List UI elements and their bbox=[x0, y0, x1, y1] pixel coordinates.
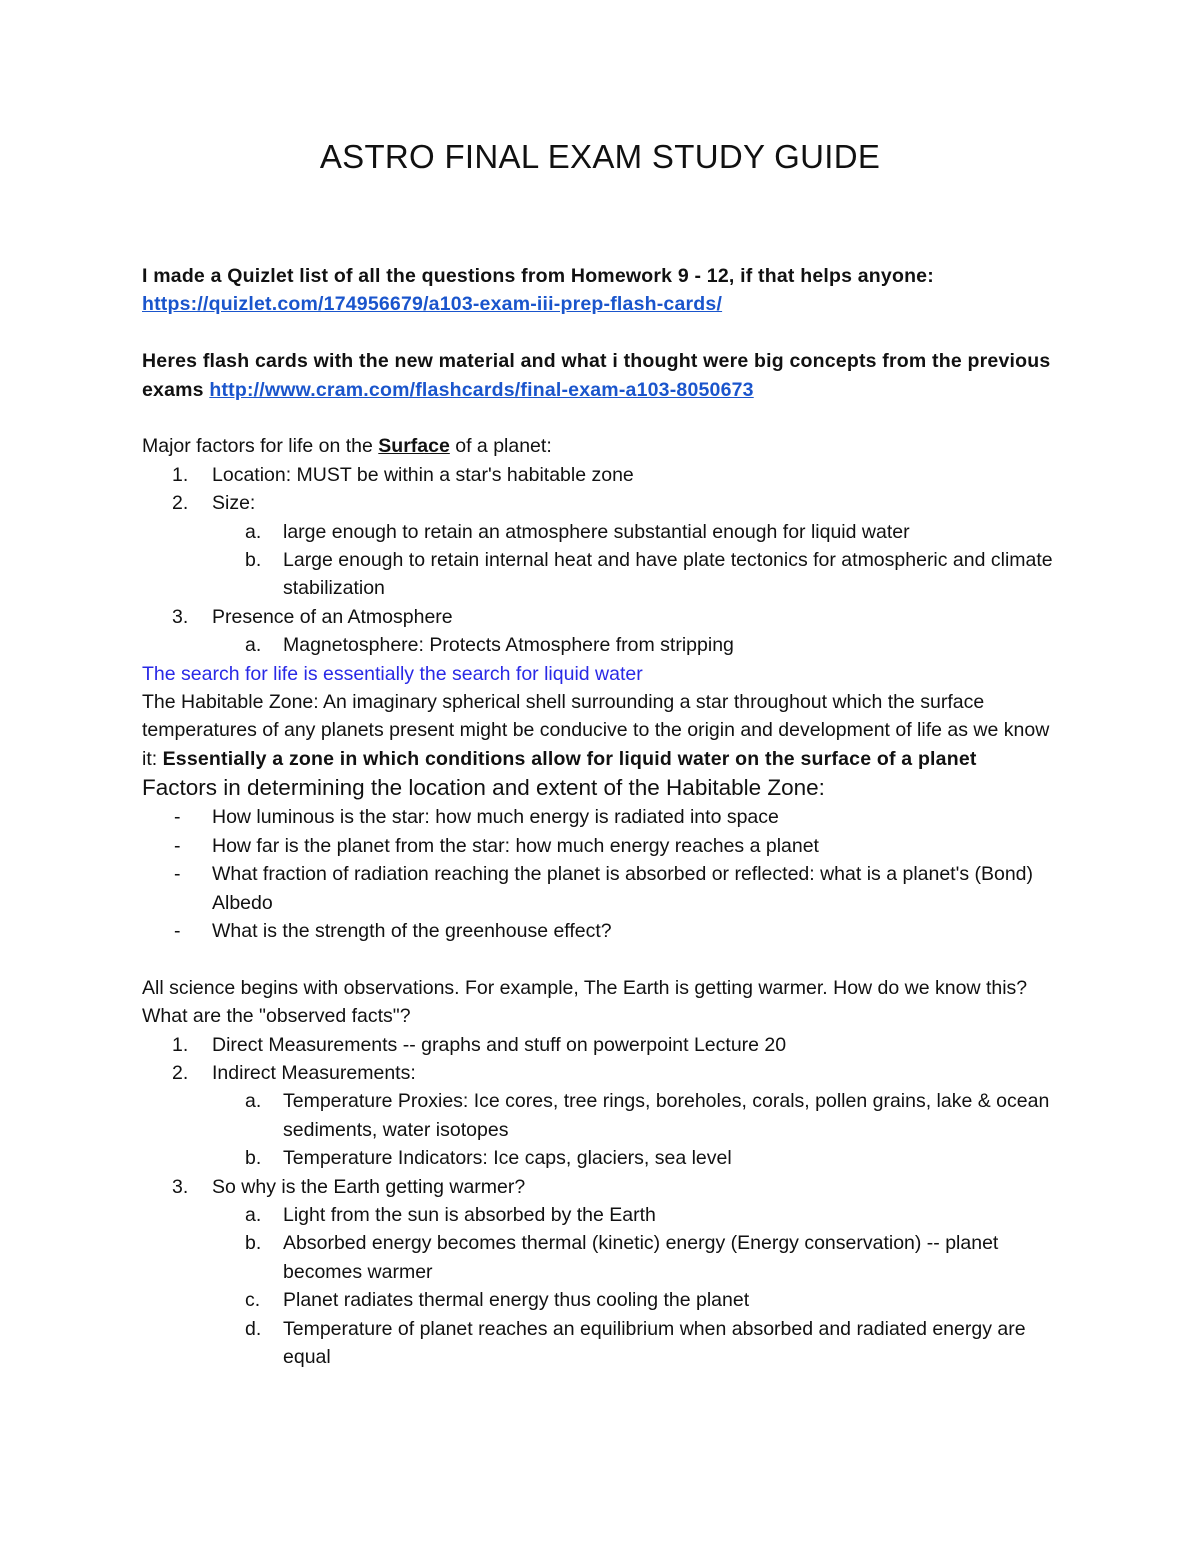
list-item bbox=[142, 832, 1062, 860]
list-item-text: Light from the sun is absorbed by the Earth bbox=[283, 1203, 656, 1226]
list-item-text: How far is the planet from the star: how much energy reaches a planet bbox=[212, 834, 819, 857]
list-item-text: Planet radiates thermal energy thus cooling the planet bbox=[283, 1289, 750, 1312]
list-marker: a. bbox=[245, 634, 262, 657]
habitable-zone-definition bbox=[142, 688, 1062, 773]
list-subitem bbox=[142, 1315, 1062, 1372]
list-item-text: Indirect Measurements: bbox=[212, 1061, 416, 1084]
list-item-text: How luminous is the star: how much energy is radiated into space bbox=[212, 806, 779, 829]
list-marker: d. bbox=[245, 1317, 262, 1340]
list-marker: a. bbox=[245, 520, 262, 543]
science-intro: All science begins with observations. For example, The Earth is getting warmer. How do we know this? What are the "observed facts"? bbox=[142, 976, 1028, 1028]
science-list bbox=[142, 1031, 1062, 1372]
list-subitem bbox=[142, 546, 1062, 603]
list-marker: a. bbox=[245, 1203, 262, 1226]
factors-heading: Factors in determining the location and extent of the Habitable Zone: bbox=[142, 775, 825, 801]
spacer bbox=[142, 319, 1062, 347]
list-subitem bbox=[142, 1229, 1062, 1286]
list-marker: b. bbox=[245, 1147, 262, 1170]
life-intro-before: Major factors for life on the bbox=[142, 435, 373, 458]
spacer bbox=[142, 945, 1062, 973]
list-item-text: So why is the Earth getting warmer? bbox=[212, 1175, 526, 1198]
list-item bbox=[142, 1031, 1062, 1059]
quizlet-link-line bbox=[142, 290, 1062, 318]
habitable-zone-emphasis: Essentially a zone in which conditions allow for liquid water on the surface of a planet bbox=[162, 747, 977, 770]
list-item bbox=[142, 917, 1062, 945]
spacer bbox=[142, 404, 1062, 432]
list-subitem bbox=[142, 631, 1062, 659]
list-item-text: Location: MUST be within a star's habitable zone bbox=[212, 463, 634, 486]
document-title: ASTRO FINAL EXAM STUDY GUIDE bbox=[319, 138, 881, 175]
list-item bbox=[142, 803, 1062, 831]
list-marker: 2. bbox=[172, 492, 189, 515]
list-marker: 1. bbox=[172, 463, 189, 486]
list-item bbox=[142, 489, 1062, 517]
list-item-text: Absorbed energy becomes thermal (kinetic) energy (Energy conservation) -- planet becomes warmer bbox=[283, 1232, 999, 1283]
list-item-text: What fraction of radiation reaching the planet is absorbed or reflected: what is a planet's (Bond) Albedo bbox=[212, 863, 1034, 914]
list-marker: 1. bbox=[172, 1033, 189, 1056]
list-item bbox=[142, 461, 1062, 489]
cram-note-text: Heres flash cards with the new material and what i thought were big concepts from the previous exams bbox=[142, 350, 1051, 401]
list-marker: - bbox=[174, 806, 181, 829]
list-subitem bbox=[142, 1087, 1062, 1144]
document-body bbox=[142, 262, 1062, 1371]
list-subitem bbox=[142, 1144, 1062, 1172]
list-subitem bbox=[142, 1201, 1062, 1229]
list-item-text: Size: bbox=[212, 492, 256, 515]
life-factors-list bbox=[142, 461, 1062, 660]
cram-link[interactable]: http://www.cram.com/flashcards/final-exam-a103-8050673 bbox=[209, 378, 754, 401]
life-factors-intro bbox=[142, 432, 1062, 460]
list-marker: - bbox=[174, 834, 181, 857]
list-item-text: Presence of an Atmosphere bbox=[212, 605, 453, 628]
cram-note bbox=[142, 347, 1062, 404]
list-subitem bbox=[142, 1286, 1062, 1314]
list-item-text: Magnetosphere: Protects Atmosphere from stripping bbox=[283, 634, 734, 657]
list-marker: c. bbox=[245, 1289, 261, 1312]
list-subitem bbox=[142, 518, 1062, 546]
list-marker: b. bbox=[245, 549, 262, 572]
list-item bbox=[142, 860, 1062, 917]
list-item-text: What is the strength of the greenhouse effect? bbox=[212, 919, 612, 942]
list-item-text: Temperature Proxies: Ice cores, tree rings, boreholes, corals, pollen grains, lake & ocean sediments, water isotopes bbox=[283, 1090, 1050, 1141]
life-intro-after: of a planet: bbox=[455, 435, 552, 458]
list-item-text: Temperature Indicators: Ice caps, glaciers, sea level bbox=[283, 1147, 732, 1170]
list-marker: - bbox=[174, 919, 181, 942]
list-item-text: large enough to retain an atmosphere substantial enough for liquid water bbox=[283, 520, 910, 543]
surface-emphasis: Surface bbox=[378, 435, 450, 458]
list-marker: 3. bbox=[172, 1175, 189, 1198]
list-marker: b. bbox=[245, 1232, 262, 1255]
list-item bbox=[142, 1173, 1062, 1201]
list-item bbox=[142, 603, 1062, 631]
list-item-text: Temperature of planet reaches an equilibrium when absorbed and radiated energy are equal bbox=[283, 1317, 1026, 1368]
list-marker: - bbox=[174, 863, 181, 886]
list-marker: a. bbox=[245, 1090, 262, 1113]
list-item-text: Large enough to retain internal heat and have plate tectonics for atmospheric and climate stabilization bbox=[283, 549, 1053, 600]
list-marker: 3. bbox=[172, 605, 189, 628]
search-for-life-note: The search for life is essentially the search for liquid water bbox=[142, 662, 643, 685]
quizlet-note: I made a Quizlet list of all the questions from Homework 9 - 12, if that helps anyone: bbox=[142, 265, 934, 287]
habitable-zone-text: The Habitable Zone: An imaginary spherical shell surrounding a star throughout which the surface temperatures of any planets present might be conducive to the origin and development of life as we know it: bbox=[142, 691, 1050, 770]
list-item bbox=[142, 1059, 1062, 1087]
list-marker: 2. bbox=[172, 1061, 189, 1084]
list-item-text: Direct Measurements -- graphs and stuff on powerpoint Lecture 20 bbox=[212, 1033, 787, 1056]
quizlet-link[interactable]: https://quizlet.com/174956679/a103-exam-iii-prep-flash-cards/ bbox=[142, 293, 723, 316]
factors-list bbox=[142, 803, 1062, 945]
